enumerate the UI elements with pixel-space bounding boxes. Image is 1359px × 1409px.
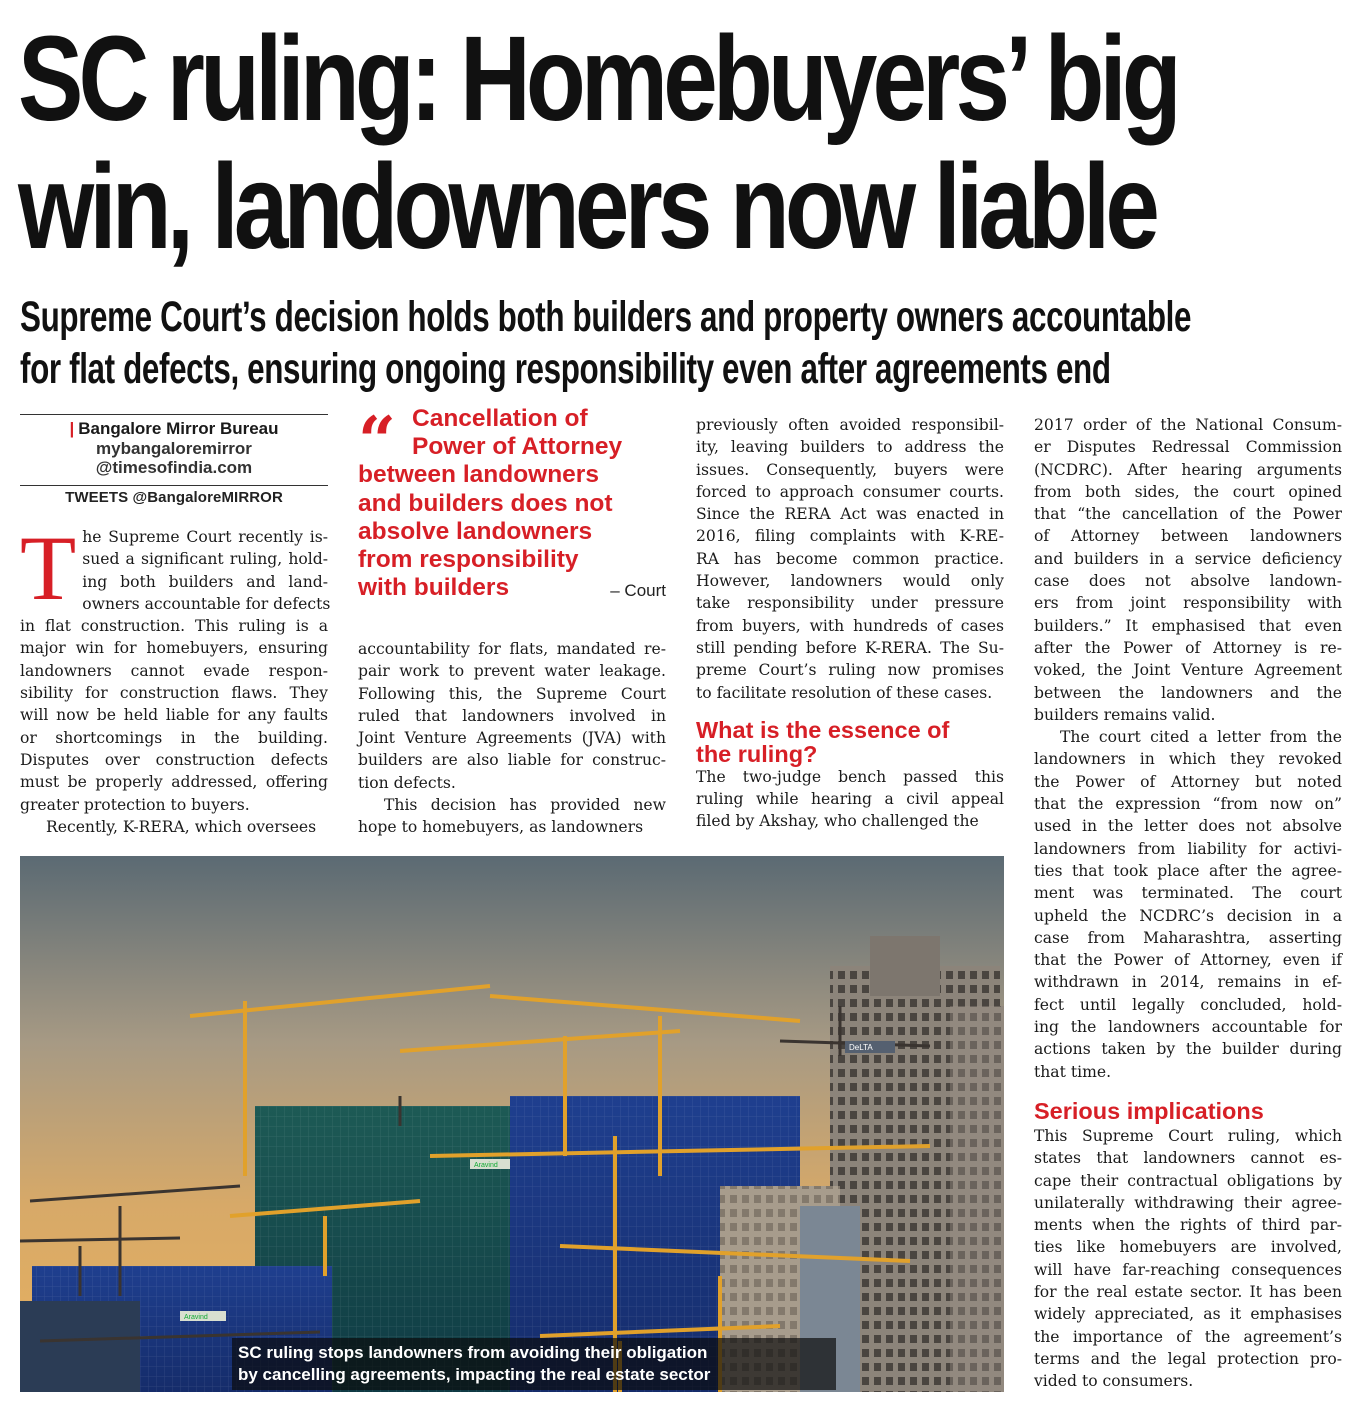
pull-quote: [358, 402, 668, 602]
text-line: sued a significant ruling, hold-: [82, 550, 328, 569]
byline-bureau-name: Bangalore Mirror Bureau: [78, 419, 279, 438]
text-line: Following this, the Supreme Court: [358, 684, 666, 703]
text-line: will have far-reaching consequences: [1034, 1260, 1342, 1279]
column-4-paragraph-1: [1034, 414, 1342, 726]
text-line: sibility for construction flaws. They: [20, 684, 328, 703]
text-line: take responsibility under pressure: [696, 594, 1004, 613]
text-line: from buyers, with hundreds of cases: [696, 616, 1004, 635]
text-line: landowners in which they revoked: [1034, 750, 1342, 769]
photo-caption: [232, 1338, 836, 1390]
text-line: widely appreciated, as it emphasises: [1034, 1305, 1342, 1324]
article-column-1: [20, 517, 331, 838]
text-line: Joint Venture Agreements (JVA) with: [358, 729, 666, 748]
text-line: still pending before K-RERA. The Su-: [696, 638, 1004, 657]
text-line: fect until legally concluded, hold-: [1034, 995, 1342, 1014]
construction-skyline-image: [20, 856, 1004, 1392]
pull-quote-line-1: Cancellation of: [412, 405, 588, 432]
subheadline: [20, 291, 1191, 395]
text-line: The two-judge bench passed this: [696, 767, 1004, 786]
text-line: 2017 order of the National Consum-: [1034, 416, 1342, 434]
text-line: ers from joint responsibility with: [1034, 594, 1342, 613]
text-line: ing both builders and land-: [82, 572, 328, 591]
section-heading-essence-line-2: the ruling?: [696, 740, 818, 767]
text-line: 2016, filing complaints with K-RE-: [696, 527, 1004, 546]
pull-quote-text: [358, 402, 668, 602]
construction-photo: [20, 856, 1004, 1392]
text-line: ruling while hearing a civil appeal: [696, 790, 1004, 809]
text-line: between the landowners and the: [1034, 683, 1342, 702]
text-line: and builders in a service deficiency: [1034, 549, 1342, 568]
column-1-paragraph-2: Recently, K-RERA, which oversees: [46, 817, 317, 836]
section-heading-essence-line-1: What is the essence of: [696, 716, 950, 743]
text-line: case does not absolve landown-: [1034, 572, 1342, 591]
text-line: that the expression “from now on”: [1034, 795, 1342, 814]
pull-quote-line-3: between landowners: [358, 461, 599, 489]
quote-mark-icon: “: [358, 402, 396, 480]
pull-quote-line-5: absolve landowners: [358, 517, 593, 545]
text-line: or shortcomings in the building.: [20, 728, 328, 747]
text-line: builders remains valid.: [1034, 705, 1216, 724]
text-line: voked, the Joint Venture Agreement: [1034, 661, 1342, 680]
text-line: builders are also liable for construc-: [358, 751, 666, 770]
sign-1: Aravind: [474, 1162, 498, 1169]
text-line: of Attorney between landowners: [1034, 527, 1342, 546]
article-column-2: [358, 638, 666, 839]
subheadline-line-1: Supreme Court’s decision holds both builders and property owners accountable: [20, 293, 1192, 341]
photo-caption-line-1: SC ruling stops landowners from avoiding their obligation: [238, 1343, 708, 1362]
column-4-paragraph-3: [1034, 1125, 1342, 1393]
text-line: ties that took place after the agree-: [1034, 861, 1342, 880]
text-line: preme Court’s ruling now promises: [696, 661, 1004, 680]
headline: [18, 10, 1177, 274]
text-line: the importance of the agreement’s: [1034, 1327, 1342, 1346]
text-line: issues. Consequently, buyers were: [696, 460, 1004, 479]
text-line: used in the letter does not absolve: [1034, 817, 1342, 836]
text-line: ruled that landowners involved in: [358, 706, 666, 725]
pull-quote-line-6: from responsibility: [358, 546, 579, 574]
byline: [20, 414, 328, 486]
text-line: that time.: [1034, 1062, 1112, 1081]
text-line: hope to homebuyers, as landowners: [358, 818, 644, 837]
text-line: (NCDRC). After hearing arguments: [1034, 460, 1342, 479]
text-line: that the Power of Attorney, even if: [1034, 951, 1342, 970]
byline-bar-icon: |: [69, 419, 75, 438]
text-line: will now be held liable for any faults: [20, 706, 328, 725]
text-line: pair work to prevent water leakage.: [358, 662, 666, 681]
text-line: ing the landowners accountable for: [1034, 1018, 1342, 1037]
pull-quote-line-2: Power of Attorney: [412, 433, 623, 461]
text-line: This Supreme Court ruling, which: [1034, 1126, 1342, 1145]
text-line: to facilitate resolution of these cases.: [696, 683, 993, 702]
sign-2: Aravind: [184, 1314, 208, 1321]
text-line: from both sides, the court opined: [1034, 482, 1342, 501]
column-2-paragraph-2: [358, 794, 666, 839]
byline-bureau: [20, 419, 328, 439]
text-line: landowners from liability for activi-: [1034, 839, 1342, 858]
text-line: ties like homebuyers are involved,: [1034, 1238, 1342, 1257]
text-line: tion defects.: [358, 773, 456, 792]
text-line: major win for homebuyers, ensuring: [20, 639, 328, 658]
section-heading-implications: Serious implications: [1034, 1097, 1264, 1124]
text-line: unilaterally withdrawing their agree-: [1034, 1193, 1342, 1212]
text-line: This decision has provided new: [384, 796, 666, 815]
text-line: filed by Akshay, who challenged the: [696, 812, 979, 831]
drop-cap: T: [20, 517, 77, 619]
text-line: accountability for flats, mandated re-: [358, 640, 666, 658]
headline-line-2: win, landowners now liable: [18, 138, 1156, 274]
photo-caption-line-2: by cancelling agreements, impacting the real estate sector: [238, 1365, 711, 1384]
text-line: upheld the NCDRC’s decision in a: [1034, 906, 1342, 925]
text-line: cape their contractual obligations by: [1034, 1171, 1342, 1190]
sign-3: DeLTA: [849, 1043, 873, 1052]
subheadline-line-2: for flat defects, ensuring ongoing responsibility even after agreements end: [20, 345, 1111, 393]
text-line: er Disputes Redressal Commission: [1034, 438, 1342, 457]
text-line: Disputes over construction defects: [20, 750, 328, 769]
pull-quote-attribution: – Court: [610, 581, 666, 600]
text-line: greater protection to buyers.: [20, 795, 250, 814]
text-line: that “the cancellation of the Power: [1034, 505, 1342, 524]
text-line: in flat construction. This ruling is a: [20, 617, 328, 636]
headline-line-1: SC ruling: Homebuyers’ big: [18, 10, 1177, 146]
pull-quote-line-4: and builders does not: [358, 489, 613, 517]
article-column-3: [696, 414, 1004, 833]
byline-email-2: @timesofindia.com: [95, 458, 253, 477]
text-line: case from Maharashtra, asserting: [1034, 928, 1342, 947]
text-line: he Supreme Court recently is-: [82, 528, 328, 546]
pull-quote-line-7: with builders: [358, 574, 510, 602]
section-heading-essence: [696, 718, 1004, 766]
column-3-paragraph-1: [696, 414, 1004, 704]
text-line: RA has become common practice.: [696, 549, 1004, 568]
byline-email-1: mybangaloremirror: [96, 439, 252, 458]
text-line: for the real estate sector. It has been: [1034, 1282, 1342, 1301]
text-line: after the Power of Attorney is re-: [1034, 638, 1342, 657]
byline-tweets: TWEETS @BangaloreMIRROR: [65, 489, 283, 506]
text-line: previously often avoided responsibil-: [696, 416, 1004, 434]
article-column-4: [1034, 414, 1342, 1392]
text-line: withdrawn in 2014, remains in ef-: [1034, 973, 1342, 992]
text-line: builders.” It emphasised that even: [1034, 616, 1342, 635]
text-line: Since the RERA Act was enacted in: [696, 505, 1004, 524]
text-line: ment was terminated. The court: [1034, 884, 1342, 903]
text-line: the Power of Attorney but noted: [1034, 772, 1342, 791]
text-line: states that landowners cannot es-: [1034, 1149, 1342, 1168]
text-line: terms and the legal protection pro-: [1034, 1349, 1342, 1368]
text-line: However, landowners would only: [696, 572, 1004, 591]
column-4-paragraph-2: [1034, 726, 1342, 1083]
text-line: landowners cannot evade respon-: [20, 661, 328, 680]
column-2-paragraph-1: [358, 638, 666, 794]
text-line: ments when the rights of third par-: [1034, 1216, 1342, 1235]
text-line: vided to consumers.: [1034, 1372, 1194, 1391]
text-line: The court cited a letter from the: [1060, 728, 1342, 747]
text-line: actions taken by the builder during: [1034, 1040, 1342, 1059]
text-line: must be properly addressed, offering: [20, 773, 328, 792]
text-line: forced to approach consumer courts.: [696, 482, 1004, 501]
column-3-paragraph-2: [696, 766, 1004, 833]
text-line: owners accountable for defects: [82, 594, 331, 613]
text-line: ity, leaving builders to address the: [696, 438, 1004, 457]
